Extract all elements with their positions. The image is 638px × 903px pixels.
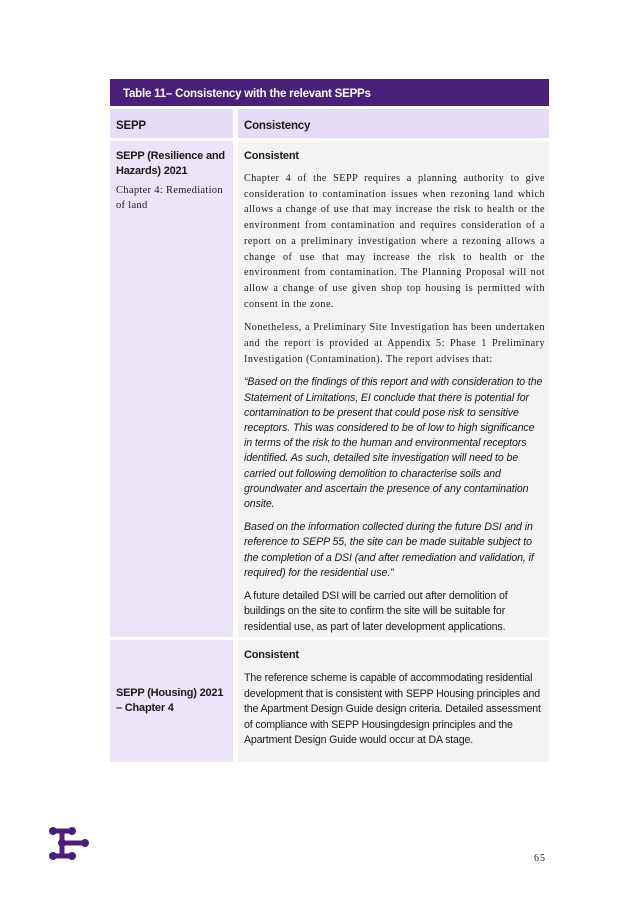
body-paragraph: The reference scheme is capable of accommodating residential development that is consistent with SEPP Housing principles and the Apartment Design Guide design criteria. Detailed assessment of compliance with SEPP Housingdesign principles and the Apartment Design Guide would occur at DA stage. — [244, 672, 541, 746]
table-header-row — [110, 109, 549, 138]
status-label: Consistent — [244, 150, 299, 162]
sepp-cell — [110, 640, 233, 762]
sepp-name: SEPP (Resilience and Hazards) 2021 — [116, 150, 225, 177]
sepp-cell — [110, 141, 233, 637]
sepp-subtitle: Chapter 4: Remediation of land — [116, 185, 223, 211]
header-sepp: SEPP — [110, 109, 233, 138]
consistency-cell — [238, 640, 549, 762]
sepp-consistency-table — [110, 79, 549, 762]
table-row — [110, 141, 549, 637]
page-number: 65 — [534, 853, 546, 864]
sepp-name: SEPP (Housing) 2021 – Chapter 4 — [116, 687, 224, 714]
table-title: Table 11– Consistency with the relevant SEPPs — [110, 79, 549, 106]
header-consistency: Consistency — [238, 109, 549, 138]
body-paragraph: A future detailed DSI will be carried out after demolition of buildings on the site to confirm the site will be suitable for residential use, as part of later development applications. — [244, 590, 508, 633]
consistency-cell — [238, 141, 549, 637]
table-row — [110, 640, 549, 762]
status-label: Consistent — [244, 649, 299, 661]
connected-dots-logo-icon — [48, 826, 90, 867]
body-paragraph: Chapter 4 of the SEPP requires a planning authority to give consideration to contamination issues when rezoning land which allows a change of use that may increase the risk to health or the environment from contamination and requires consideration of a report on a preliminary investigation where a rezoning allows a change of use that may increase the risk to health or the environment from contamination. The Planning Proposal will not allow a change of use given shop top housing is permitted with consent in the zone. — [244, 173, 545, 310]
quote-paragraph: Based on the information collected during the future DSI and in reference to SEPP 55, the site can be made suitable subject to the completion of a DSI (and after remediation and validation, if required) for the residential use.” — [244, 521, 534, 579]
quote-paragraph: “Based on the findings of this report and with consideration to the Statement of Limitations, EI conclude that there is potential for contamination to be present that could pose risk to sensitive receptors. This was considered to be of low to high significance in terms of the risk to the human and environmental receptors identified. As such, detailed site investigation will need to be carried out following demolition to characterise soils and groundwater and ascertain the presence of any contamination onsite. — [244, 376, 543, 511]
body-paragraph: Nonetheless, a Preliminary Site Investigation has been undertaken and the report is provided at Appendix 5: Phase 1 Preliminary Investigation (Contamination). The report advises that: — [244, 322, 545, 365]
